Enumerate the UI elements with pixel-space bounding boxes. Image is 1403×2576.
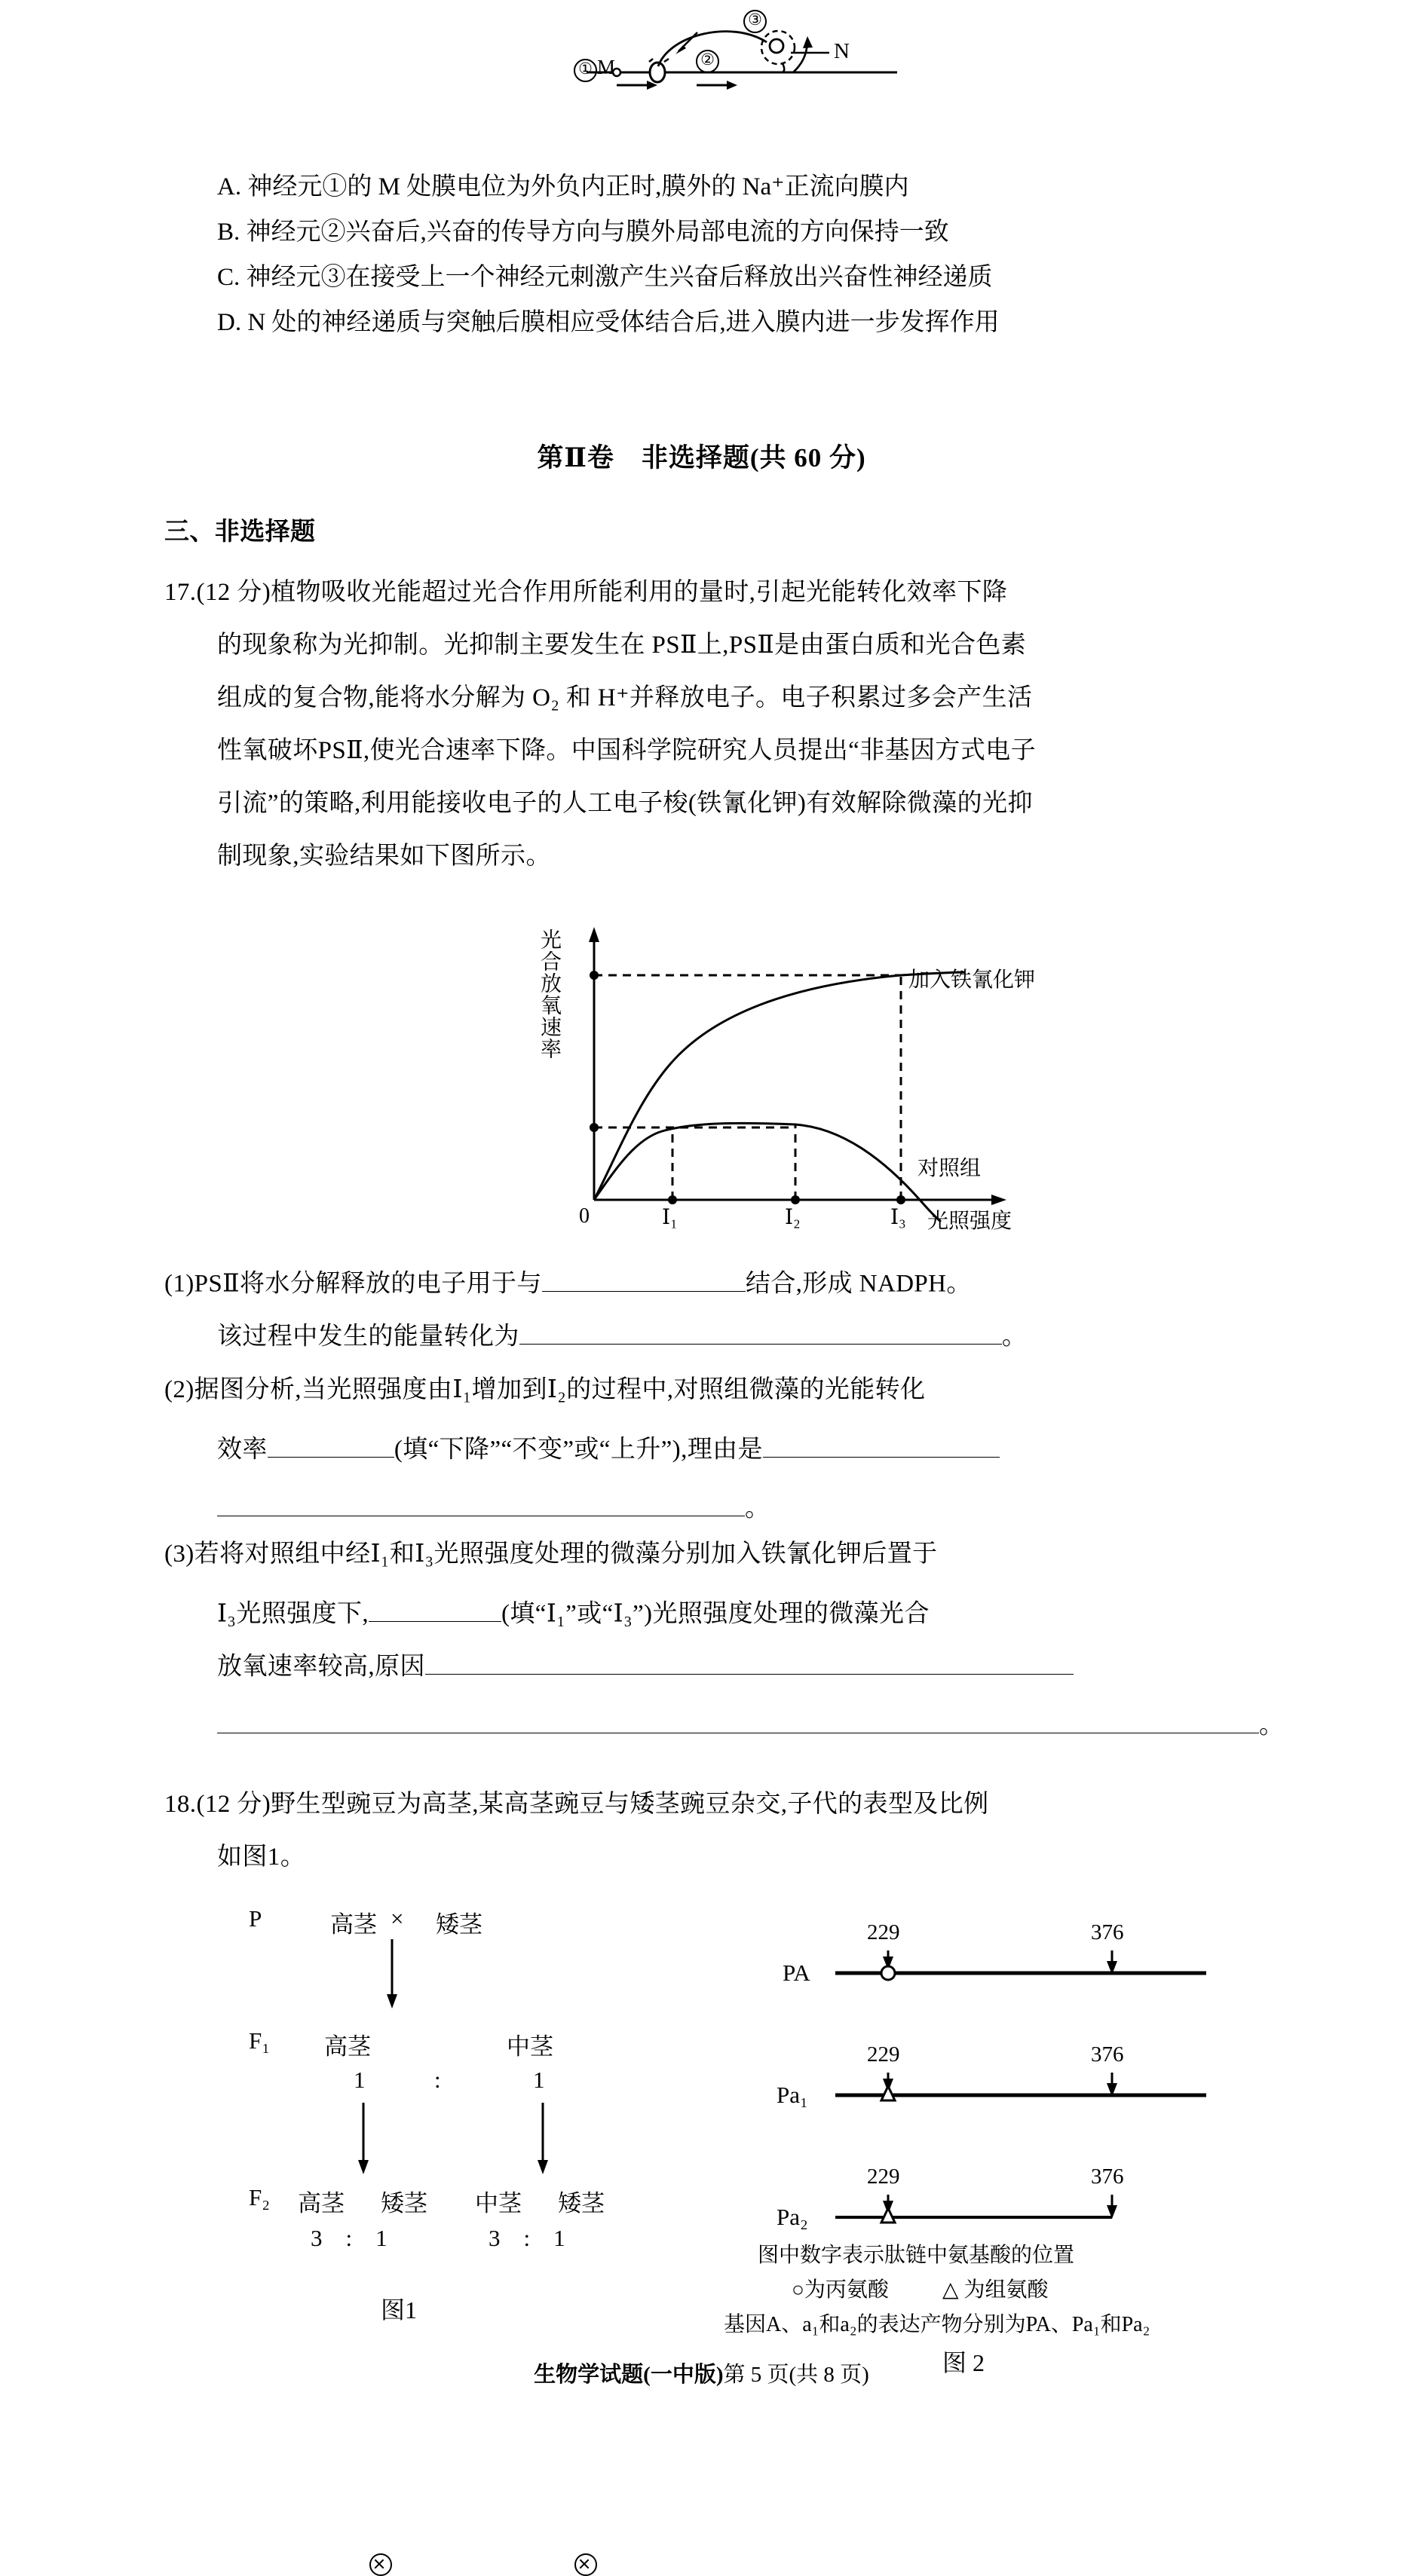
- fig1-p-left: 高茎: [330, 1911, 377, 1938]
- q17-sub3-text3: 放氧速率较高,原因: [217, 1653, 425, 1681]
- neuron-diagram: [573, 6, 920, 90]
- chart-series-label-control: 对照组: [917, 1157, 982, 1180]
- fig1-f1-label: F₁: [249, 2027, 271, 2054]
- q17-line-5: 引流”的策略,利用能接收电子的人工电子梭(铁氰化钾)有效解除微藻的光抑: [217, 790, 1033, 817]
- chart-xtick-i3: Ⅰ₃: [890, 1206, 906, 1229]
- option-c-text: C. 神经元③在接受上一个神经元刺激产生兴奋后释放出兴奋性神经递质: [217, 264, 993, 291]
- fig2-row1-num1: 229: [867, 1920, 900, 1944]
- fig1-p-right: 矮茎: [436, 1911, 482, 1938]
- option-a-text: A. 神经元①的 M 处膜电位为外负内正时,膜外的 Na⁺正流向膜内: [217, 173, 909, 200]
- fig2-note-2a: ○为丙氨酸: [792, 2278, 889, 2302]
- section-heading: 三、非选择题: [164, 519, 316, 546]
- fig1-selfing-icon-left: [369, 2553, 392, 2576]
- fig2-row1-num2: 376: [1091, 1920, 1124, 1944]
- fig1-f2-item-4: 矮茎: [558, 2190, 605, 2217]
- q17-sub3-line2: [217, 1595, 930, 1627]
- q17-sub2-line3: [217, 1489, 770, 1522]
- fig1-p-label: P: [249, 1905, 262, 1932]
- chart-xtick-i2: Ⅰ₂: [785, 1206, 801, 1229]
- neuron-label-1: ① M: [574, 56, 615, 82]
- fig1-f2-item-1: 高茎: [298, 2190, 345, 2217]
- option-d: [217, 311, 1000, 335]
- q17-sub3-line1: (3)若将对照组中经Ⅰ₁和Ⅰ₃光照强度处理的微藻分别加入铁氰化钾后置于: [164, 1540, 938, 1568]
- q17-sub1b-post: 。: [1001, 1323, 1028, 1351]
- option-b: [217, 220, 949, 245]
- q17-sub3-period: 。: [1259, 1712, 1285, 1739]
- q17-sub2-blank-2[interactable]: [763, 1430, 1000, 1458]
- q17-sub3-line4: [217, 1706, 1284, 1739]
- chart-xtick-i1: Ⅰ₁: [662, 1206, 678, 1229]
- neuron-label-2: ②: [696, 50, 719, 73]
- neuron-label-3: ③: [743, 10, 767, 33]
- figure-1-genetic-cross: [249, 1899, 716, 2336]
- fig2-note-1: 图中数字表示肽链中氨基酸的位置: [758, 2244, 1075, 2267]
- q17-sub1-line1: [164, 1265, 972, 1297]
- chart-y-axis-label: 光合放氧速率: [538, 929, 561, 1060]
- fig1-f2-ratio-right: 3 : 1: [489, 2225, 565, 2251]
- figure-1-svg: [249, 1899, 716, 2336]
- q17-sub3-text2: (填“Ⅰ₁”或“Ⅰ₃”)光照强度处理的微藻光合: [501, 1600, 930, 1628]
- fig2-row-label-pa2: Pa₂: [777, 2204, 808, 2230]
- fig1-f1-ratio-left: 1: [354, 2067, 366, 2093]
- option-d-text: D. N 处的神经递质与突触后膜相应受体结合后,进入膜内进一步发挥作用: [217, 309, 1000, 336]
- fig1-f1-left: 高茎: [324, 2033, 371, 2060]
- q17-sub1-blank-1[interactable]: [542, 1265, 746, 1292]
- chart-series-label-ferricyanide: 加入铁氰化钾: [908, 968, 1036, 992]
- footer-page: 第 5 页(共 8 页): [723, 2363, 869, 2387]
- fig1-f2-item-3: 中茎: [475, 2190, 522, 2217]
- q17-sub2-line1: [164, 1378, 925, 1403]
- q17-sub2-blank-1[interactable]: [268, 1430, 394, 1458]
- q17-sub1-pre: (1)PSⅡ将水分解释放的电子用于与: [164, 1270, 542, 1298]
- neuron-label-N: N: [834, 39, 850, 63]
- q17-sub2-text1: (2)据图分析,当光照强度由Ⅰ₁增加到Ⅰ₂的过程中,对照组微藻的光能转化: [164, 1376, 926, 1403]
- fig2-note-3: 基因A、a₁和a₂的表达产物分别为PA、Pa₁和Pa₂: [724, 2313, 1150, 2336]
- q17-sub3-text1: Ⅰ₃光照强度下,: [217, 1600, 369, 1628]
- q17-sub2-period: 。: [745, 1495, 770, 1522]
- fig2-row3-num1: 229: [867, 2165, 900, 2189]
- fig2-row3-num2: 376: [1091, 2165, 1124, 2189]
- chart-xtick-0: 0: [579, 1204, 590, 1228]
- fig1-f2-ratio-left: 3 : 1: [311, 2225, 388, 2251]
- q17-sub3-blank-1[interactable]: [369, 1595, 501, 1622]
- photosynthesis-chart: [467, 904, 1040, 1236]
- fig2-row2-num1: 229: [867, 2042, 900, 2067]
- page-footer: [0, 2357, 1403, 2388]
- q17-sub1-line2: [217, 1317, 1027, 1350]
- q17-sub3-line3: [217, 1647, 1074, 1680]
- q17-sub2-text2: 效率: [217, 1436, 268, 1464]
- fig2-row-label-pa: PA: [783, 1960, 810, 1986]
- footer-subject: 生物学试题(一中版): [534, 2363, 724, 2387]
- q17-line-6: 制现象,实验结果如下图所示。: [217, 843, 551, 870]
- q17-line-1: 17.(12 分)植物吸收光能超过光合作用所能利用的量时,引起光能转化效率下降: [164, 579, 1008, 606]
- q17-sub3-blank-2[interactable]: [425, 1647, 1074, 1675]
- fig2-caption: 图 2: [942, 2349, 985, 2376]
- q17-sub1-blank-2[interactable]: [519, 1317, 1002, 1345]
- fig2-row2-num2: 376: [1091, 2042, 1124, 2067]
- option-b-text: B. 神经元②兴奋后,兴奋的传导方向与膜外局部电流的方向保持一致: [217, 219, 949, 246]
- fig1-f1-ratio-right: 1: [533, 2067, 545, 2093]
- fig1-f1-right: 中茎: [507, 2033, 553, 2060]
- fig2-row-label-pa1: Pa₁: [777, 2082, 808, 2108]
- q18-line-2: 如图1。: [217, 1843, 306, 1871]
- q17-sub2-line2: [217, 1430, 1000, 1463]
- fig1-f2-label: F₂: [249, 2184, 271, 2210]
- fig1-caption: 图1: [381, 2296, 418, 2324]
- q17-sub2-blank-3[interactable]: [217, 1489, 745, 1516]
- q18-line-1: 18.(12 分)野生型豌豆为高茎,某高茎豌豆与矮茎豌豆杂交,子代的表型及比例: [164, 1791, 989, 1818]
- q17-sub2-text3: (填“下降”“不变”或“上升”),理由是: [394, 1436, 763, 1464]
- chart-x-axis-label: 光照强度: [927, 1210, 1012, 1233]
- option-a: [217, 175, 909, 200]
- q17-sub3-blank-3[interactable]: [217, 1706, 1259, 1733]
- volume-two-heading: 第Ⅱ卷 非选择题(共 60 分): [537, 443, 866, 473]
- fig1-p-cross: ×: [391, 1905, 404, 1932]
- q17-line-4: 性氧破坏PSⅡ,使光合速率下降。中国科学院研究人员提出“非基因方式电子: [217, 737, 1037, 764]
- q17-line-3: 组成的复合物,能将水分解为 O₂ 和 H⁺并释放电子。电子积累过多会产生活: [217, 684, 1033, 711]
- q17-line-2: 的现象称为光抑制。光抑制主要发生在 PSⅡ上,PSⅡ是由蛋白质和光合色素: [217, 632, 1027, 659]
- q17-sub1-post: 结合,形成 NADPH。: [745, 1270, 972, 1298]
- fig2-note-2b: △ 为组氨酸: [942, 2278, 1049, 2302]
- q17-sub1b-pre: 该过程中发生的能量转化为: [217, 1323, 519, 1351]
- fig1-f1-ratio-colon: :: [434, 2067, 441, 2093]
- option-c: [217, 265, 993, 290]
- fig1-selfing-icon-right: [574, 2553, 597, 2576]
- fig1-f2-item-2: 矮茎: [381, 2190, 427, 2217]
